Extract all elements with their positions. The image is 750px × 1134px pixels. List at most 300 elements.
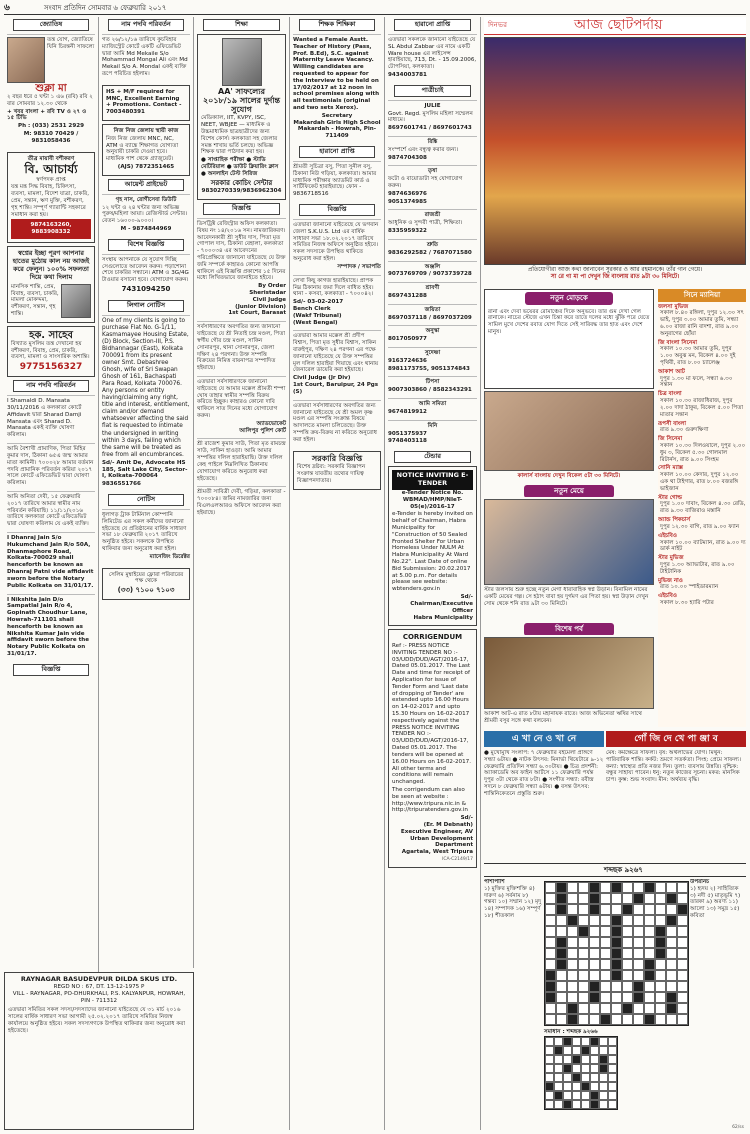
crossword-cell[interactable]	[666, 882, 677, 893]
special-phone: 7431094250	[121, 285, 171, 294]
wish-text: স্বপ্নের ইচ্ছা পূরণ আপনার হাতের মুঠোয় কাল নয় আজই করে ফেলুন। ১০০% সফলতা দিয়ে কথা দিলাম	[12, 249, 90, 281]
crossword-cell[interactable]	[578, 893, 589, 904]
crossword-cell[interactable]	[545, 937, 556, 948]
coaching-body: মেডিক্যাল, IIT, KVPY, ISC, NEET, WBJEE — মাধ্যমিক ও উচ্চমাধ্যমিক ছাত্রছাত্রীদের জন্য বিশেষ কোর্স। কলকাতা সহ জেলার সমস্ত শাখায় ভর্তি চলছে। অভিজ্ঞ শিক্ষক দ্বারা পাঠদান করা হয়।	[201, 115, 278, 156]
crossword-cell[interactable]	[622, 981, 633, 992]
solution-cell	[608, 1091, 617, 1100]
crossword-cell[interactable]	[633, 882, 644, 893]
crossword-cell[interactable]	[556, 1014, 567, 1025]
nursing-phone: M - 9874844969	[120, 226, 172, 233]
coaching-ad	[197, 34, 286, 200]
crossword-cell[interactable]	[589, 948, 600, 959]
tv-schedule: সকাল ৮.৩০ হ্যারি পটার	[660, 600, 714, 607]
crossword-cell[interactable]	[622, 970, 633, 981]
tv-listings-head: সিনে ম্যানিয়া	[658, 289, 746, 302]
crossword-cell[interactable]	[655, 915, 666, 926]
tv-channel: স্টার মুভিজ	[658, 555, 684, 562]
etender-head: NOTICE INVITING E-TENDER	[392, 470, 473, 490]
crossword-cell[interactable]	[666, 959, 677, 970]
crossword-cell[interactable]	[655, 992, 666, 1003]
crossword-cell[interactable]	[677, 882, 688, 893]
crossword-cell[interactable]	[666, 904, 677, 915]
court-notice	[197, 218, 286, 321]
crossword-cell[interactable]	[600, 948, 611, 959]
bride-phone: 8017050977	[388, 336, 427, 343]
solution-cell	[563, 1082, 572, 1091]
bride-phone: 9007303860 / 8582343291	[388, 387, 472, 394]
crossword-cell[interactable]	[622, 926, 633, 937]
crossword-cell[interactable]	[611, 970, 622, 981]
crossword-cell[interactable]	[677, 1003, 688, 1014]
affidavit-notice	[7, 395, 95, 443]
hs-job-text: HS + M/F required for MNC, Excellent Earning + Promotions. Contact - 7003480391	[106, 88, 182, 116]
client-notice	[197, 376, 286, 439]
crossword-cell[interactable]	[589, 992, 600, 1003]
district-job-ad	[102, 124, 190, 176]
crossword-cell[interactable]	[589, 970, 600, 981]
agm-body: এতদ্বারা জানানো যাইতেছে যে ভগবান জেলা S.K.U.S. Ltd এর বার্ষিক সাধারণ সভা ১৮.০২.২০১৭ তারিখে সমিতির নিজস্ব অফিসে অনুষ্ঠিত হইবে। সকল সদস্যকে উপস্থিত থাকিতে অনুরোধ করা হইল।	[293, 222, 379, 263]
crossword-cell[interactable]	[567, 882, 578, 893]
crossword-cell[interactable]	[655, 893, 666, 904]
crossword-cell[interactable]	[556, 937, 567, 948]
case-body: এতদ্বারা সর্বসাধারণের অবগতির জন্য জানানো যাইতেছে যে শ্রী অমল কৃষ্ণ মণ্ডল এর সম্পত্তি সংক্রান্ত বিষয়ে আদালতে মামলা চলিতেছে। উক্ত সম্পত্তি ক্রয়-বিক্রয় না করিতে অনুরোধ করা হইল।	[293, 402, 377, 443]
tv-schedule: রাত ৯.৩০ গুরুদক্ষিণা	[660, 427, 709, 434]
crossword-cell[interactable]	[611, 926, 622, 937]
crossword-cell[interactable]	[622, 959, 633, 970]
acharya-body: যন্ত্র মন্ত্র সিদ্ধ বিবাহ, চিকিৎসা, ব্যবসা, মামলা, বিদেশ যাত্রা, চাকরি, প্রেম, সন্তান, ঋণ মুক্তি, বশীকরণ, গৃহ শান্তি। সম্পূর্ণ গ্যারান্টি সহকারে সমাধান করা হয়।	[11, 184, 90, 218]
crossword-cell[interactable]	[655, 1014, 666, 1025]
crossword-cell[interactable]	[545, 948, 556, 959]
crossword-cell[interactable]	[611, 959, 622, 970]
crossword-cell[interactable]	[644, 992, 655, 1003]
bride-ad	[388, 347, 477, 376]
crossword-cell[interactable]	[655, 882, 666, 893]
bride-ad	[388, 376, 477, 398]
tv-channel: জি বাংলা সিনেমা	[658, 339, 698, 346]
feature-3-photo	[484, 637, 654, 709]
agm-notice	[293, 219, 381, 275]
category-heading: নাম পদবি পরিবর্তন	[108, 19, 184, 31]
crossword-cell[interactable]	[633, 992, 644, 1003]
solution-cell	[599, 1100, 608, 1109]
crossword-cell[interactable]	[644, 959, 655, 970]
crossword-cell[interactable]	[622, 1014, 633, 1025]
bride-phone: 8697037118 / 8697037209	[388, 314, 472, 321]
bride-title: অঞ্জলি	[424, 263, 441, 270]
category-heading: শিক্ষা	[203, 19, 280, 31]
legal-phone: 9836551766	[102, 481, 141, 488]
crossword-cell[interactable]	[567, 915, 578, 926]
crossword-cell[interactable]	[611, 893, 622, 904]
crossword-cell[interactable]	[600, 970, 611, 981]
warehouse-body: এতদ্বারা সকলকে জানানো যাইতেছে যে SL Abdul Zabbar এর নামে একটি Ware house এর লাইসেন্স হারাইয়াছে, 713, Dt. - 15.09.2006, টোপসিয়া, কলকাতা।	[388, 36, 477, 71]
bride-body: আধুনিক ও সুন্দরী পাত্রী, শিক্ষিতা।	[388, 220, 463, 227]
crossword-cell[interactable]	[611, 948, 622, 959]
crossword-cell[interactable]	[666, 893, 677, 904]
astro-brand: শুক্লা মা	[35, 82, 67, 94]
solution-title: সমাধান : শব্দছক ৯২৬৬	[544, 1029, 598, 1035]
crossword-cell[interactable]	[567, 926, 578, 937]
astro-phone: Ph : (033) 2531 2929	[17, 123, 85, 130]
crossword-cell[interactable]	[633, 893, 644, 904]
crossword-cell[interactable]	[578, 915, 589, 926]
category-heading: হারানো প্রাপ্তি	[394, 19, 471, 31]
ekhane-body: ● মুখোমুখি সংলাপ: ৭ ফেব্রুয়ারি বইমেলা প্রাঙ্গণে সন্ধ্যা ৬টায়। ● নাটক উৎসব: মিনার্ভা থিয়েটারে ৯-১২ ফেব্রুয়ারি প্রতিদিন সন্ধ্যা ৬.৩০টায়। ● চিত্র প্রদর্শনী: অ্যাকাডেমি অব ফাইন আর্টসে ১১ ফেব্রুয়ারি পর্যন্ত দুপুর ৩টা থেকে রাত ৮টা। ● সংগীত সন্ধ্যা: রবীন্দ্র সদনে ৮ ফেব্রুয়ারি সন্ধ্যা ৬টায়। ● বসন্ত উৎসব: শান্তিনিকেতনে প্রস্তুতি শুরু।	[484, 750, 604, 797]
crossword-cell[interactable]	[666, 970, 677, 981]
affidavit-text: I Shamaldi D. Mansata 30/11/2016 এ কলকাতা কোর্টে Affidavit দ্বারা Sharad Damji Mansata এবং Sharad D. Mansata একই ব্যক্তি ঘোষণা করিলাম।	[7, 398, 82, 439]
bride-body: সংস্পর্শে এবং বন্ধুত্ব করার জন্য।	[388, 146, 459, 153]
crossword-cell[interactable]	[567, 904, 578, 915]
crossword-cell[interactable]	[545, 959, 556, 970]
crossword-cell[interactable]	[556, 981, 567, 992]
page-title: সংবাদ প্রতিদিন সোমবার ৬ ফেব্রুয়ারি ২০১৭	[44, 4, 167, 12]
crossword-cell[interactable]	[545, 893, 556, 904]
crossword-cell[interactable]	[611, 981, 622, 992]
society-address: VILL - RAYNAGAR, PO-DHURKHALI, P.S. KALYANPUR, HOWRAH, PIN - 711312	[12, 990, 186, 1004]
society-name: RAYNAGAR BASUDEVPUR DILDA SKUS LTD.	[20, 975, 178, 983]
crossword-cell[interactable]	[556, 893, 567, 904]
crossword-cell[interactable]	[567, 981, 578, 992]
solution-cell	[599, 1055, 608, 1064]
crossword-cell[interactable]	[633, 1003, 644, 1014]
crossword-cell[interactable]	[622, 893, 633, 904]
crossword-cell[interactable]	[633, 1014, 644, 1025]
crossword-header	[484, 863, 746, 877]
haq-ad	[7, 326, 95, 377]
crossword-cell[interactable]	[655, 937, 666, 948]
bride-phone: 9051374985	[388, 198, 427, 205]
solution-cell	[554, 1037, 563, 1046]
crossword-cell[interactable]	[600, 915, 611, 926]
category-heading: নাম পদবি পরিবর্তন	[13, 380, 89, 392]
crossword-cell[interactable]	[589, 915, 600, 926]
crossword-cell[interactable]	[578, 882, 589, 893]
crossword-cell[interactable]	[677, 937, 688, 948]
crossword-cell[interactable]	[622, 937, 633, 948]
corrigendum-notice	[388, 629, 477, 867]
agm-sign: সম্পাদক / সভাপতি	[337, 263, 381, 270]
affidavit-text: I Nikshita Jain D/o Sampatlal Jain R/o 4, Gopinath Choudhur Lane, Howrah-711101 shall henceforth be known as Nikshita Kumar Jain vide affidavit sworn before the Notary Public Kolkata on 31/01/17.	[7, 596, 90, 657]
crossword-cell[interactable]	[677, 926, 688, 937]
crossword-cell[interactable]	[644, 981, 655, 992]
crossword-cell[interactable]	[556, 948, 567, 959]
crossword-cell[interactable]	[666, 981, 677, 992]
crossword-cell[interactable]	[677, 1014, 688, 1025]
crossword-cell[interactable]	[611, 915, 622, 926]
bride-title: মিনি	[427, 422, 438, 429]
crossword-cell[interactable]	[611, 992, 622, 1003]
crossword-cell[interactable]	[655, 981, 666, 992]
crossword-cell[interactable]	[600, 882, 611, 893]
bride-ad	[388, 304, 477, 326]
crossword-cells	[544, 881, 689, 1026]
crossword-cell[interactable]	[578, 1003, 589, 1014]
crossword-cell[interactable]	[677, 904, 688, 915]
tv-channel: এইচবিও	[658, 532, 678, 539]
bride-title: আমি সমিতা	[418, 401, 447, 408]
crossword-cell[interactable]	[677, 959, 688, 970]
crossword-cell[interactable]	[567, 970, 578, 981]
crossword-cell[interactable]	[545, 970, 556, 981]
crossword-cell[interactable]	[545, 981, 556, 992]
solution-cell	[608, 1037, 617, 1046]
crossword-cell[interactable]	[633, 915, 644, 926]
crossword-cell[interactable]	[633, 926, 644, 937]
crossword-cell[interactable]	[655, 959, 666, 970]
tv-channel: অ্যান্ড পিকচার্স	[658, 517, 691, 524]
crossword-cell[interactable]	[578, 1014, 589, 1025]
solution-cell	[608, 1055, 617, 1064]
solution-cell	[545, 1100, 554, 1109]
crossword-cell[interactable]	[622, 882, 633, 893]
crossword-cell[interactable]	[600, 893, 611, 904]
crossword-cell[interactable]	[600, 992, 611, 1003]
solution-cell	[608, 1100, 617, 1109]
crossword-cell[interactable]	[589, 959, 600, 970]
crossword-cell[interactable]	[611, 1003, 622, 1014]
crossword-cell[interactable]	[677, 970, 688, 981]
astro-name: তন্ত্র যোগ, জ্যোতিষে যিনি চিরন্তনী সাফল্যে	[47, 36, 95, 50]
bride-ad	[388, 100, 477, 136]
crossword-cell[interactable]	[655, 948, 666, 959]
crossword-cell[interactable]	[589, 904, 600, 915]
crossword-cell[interactable]	[644, 915, 655, 926]
solution-cell	[545, 1082, 554, 1091]
solution-cell	[581, 1046, 590, 1055]
crossword-cell[interactable]	[655, 1003, 666, 1014]
crossword-cell[interactable]	[644, 1014, 655, 1025]
crossword-cell[interactable]	[633, 959, 644, 970]
solution-cell	[554, 1046, 563, 1055]
bride-title: রিঙ্কি	[427, 138, 438, 145]
crossword-cell[interactable]	[589, 926, 600, 937]
crossword-cell[interactable]	[677, 992, 688, 1003]
lost-body: শ্রীমতী সুচিত্রা বসু, পিতা সুনীল বসু, ঠিকানা নিউ গড়িয়া, কলকাতা। আমার মাধ্যমিক পরীক্ষার অ্যাডমিট কার্ড ও সার্টিফিকেট হারাইয়াছে। ফোন - 9836718516	[293, 164, 377, 198]
crossword-cell[interactable]	[578, 992, 589, 1003]
crossword-cell[interactable]	[666, 937, 677, 948]
crossword-cell[interactable]	[677, 948, 688, 959]
hero-show: সা রে গা মা পা দেখুন জি বাংলায় রাত ৯টা ৩০ মিনিটে।	[550, 274, 680, 281]
crossword-cell[interactable]	[600, 1014, 611, 1025]
deed-notice	[293, 330, 381, 399]
crossword-cell[interactable]	[556, 959, 567, 970]
crossword-cell[interactable]	[666, 1003, 677, 1014]
special-body: সংস্থায় আপনাকে যে সুযোগ দিচ্ছি সেগুলোতে আবেদন করুন। পড়াশোনা শেষে চাকরির সন্ধানে। ATM ও 3G/4G টাওয়ার বসানো হবে। যোগাযোগ করুন।	[102, 256, 189, 284]
crossword-cell[interactable]	[600, 937, 611, 948]
solution-cell	[581, 1100, 590, 1109]
category-heading: বিজ্ঞপ্তি	[203, 203, 280, 215]
crossword-cell[interactable]	[666, 926, 677, 937]
bride-phone: 9874704308	[388, 154, 427, 161]
feature-2-photo	[484, 499, 654, 585]
tv-listings	[658, 289, 746, 727]
wish-ad	[7, 246, 95, 323]
crossword-cell[interactable]	[556, 915, 567, 926]
crossword-cell[interactable]	[633, 981, 644, 992]
crossword-cell[interactable]	[545, 992, 556, 1003]
crossword-cell[interactable]	[677, 981, 688, 992]
crossword-cell[interactable]	[666, 948, 677, 959]
crossword-cell[interactable]	[633, 948, 644, 959]
crossword-cell[interactable]	[600, 959, 611, 970]
affidavit-notice	[7, 443, 95, 491]
crossword-cell[interactable]	[666, 992, 677, 1003]
crossword-cell[interactable]	[589, 981, 600, 992]
crossword-cell[interactable]	[622, 904, 633, 915]
bride-phone: 8697601741 / 8697601743	[388, 125, 472, 132]
crossword-cell[interactable]	[633, 937, 644, 948]
crossword-cell[interactable]	[600, 904, 611, 915]
crossword-cell[interactable]	[644, 893, 655, 904]
solution-cell	[554, 1073, 563, 1082]
bride-phone: 8697431288	[388, 292, 427, 299]
crossword-cell[interactable]	[567, 893, 578, 904]
corrigendum-code: ICA-C2149/17	[442, 857, 473, 863]
crossword-cell[interactable]	[578, 948, 589, 959]
bride-title: শ্রুতি	[426, 241, 439, 248]
crossword-cell[interactable]	[556, 926, 567, 937]
crossword-cell[interactable]	[633, 970, 644, 981]
crossword-cell[interactable]	[578, 981, 589, 992]
civil-sign: Civil Judge (Jr Div) 1st Court, Baruipur, 24 Pgs (S)	[293, 375, 379, 395]
crossword-cell[interactable]	[677, 893, 688, 904]
bride-ad	[388, 420, 477, 449]
legal-notice	[102, 315, 190, 493]
crossword-cell[interactable]	[600, 1003, 611, 1014]
solution-cell	[599, 1037, 608, 1046]
solution-cell	[581, 1082, 590, 1091]
crossword-cell[interactable]	[611, 904, 622, 915]
crossword-cell[interactable]	[578, 970, 589, 981]
crossword-cell[interactable]	[589, 1003, 600, 1014]
tv-section	[484, 17, 746, 1130]
solution-cell	[563, 1091, 572, 1100]
down-head: উপরনিচ	[690, 879, 710, 885]
category-heading: আয়েন্ট প্রাইভেট	[108, 179, 184, 191]
hero-caption	[484, 267, 746, 281]
column-3	[194, 17, 290, 1130]
lost-deed-notice	[197, 438, 286, 486]
crossword-cell[interactable]	[644, 970, 655, 981]
crossword-cell[interactable]	[545, 926, 556, 937]
crossword-cell[interactable]	[578, 926, 589, 937]
astro-mobile: M: 98310 70429 / 9831058436	[23, 130, 79, 144]
crossword-cell[interactable]	[644, 948, 655, 959]
crossword-cell[interactable]	[655, 970, 666, 981]
boxed-phone: (৩৩) ৭১০০ ৭১০৩	[117, 586, 175, 595]
crossword-cell[interactable]	[567, 937, 578, 948]
bride-ad	[388, 239, 477, 261]
crossword-cell[interactable]	[578, 959, 589, 970]
crossword-cell[interactable]	[600, 926, 611, 937]
feature-2-head: নতুন মেয়ে	[524, 485, 614, 497]
solution-cell	[608, 1073, 617, 1082]
crossword-cell[interactable]	[556, 1003, 567, 1014]
solution-cell	[545, 1037, 554, 1046]
crossword-cell[interactable]	[556, 992, 567, 1003]
crossword-cell[interactable]	[567, 948, 578, 959]
crossword-cell[interactable]	[677, 915, 688, 926]
warehouse-phone: 9434003781	[388, 71, 427, 78]
crossword-cell[interactable]	[556, 970, 567, 981]
job-title: নিজ নিজ জেলায় স্থায়ী কাজ	[113, 128, 179, 135]
crossword-cell[interactable]	[545, 1014, 556, 1025]
solution-cell	[599, 1064, 608, 1073]
column-2	[99, 17, 194, 968]
affidavit-notice	[7, 491, 95, 532]
bride-ad	[388, 398, 477, 420]
affidavit-text: আমি বৈশাখী প্রামাণিক, পিতা মিহির কুমার দাস, ঠিকানা ৬৫এ জন্ম আমার মাতা কামিনী। ৭০০০২৮ আমার বর্তমান পদবি প্রামানিক পরিবর্তন করিয়া ২০১৭ সালে কোর্টে এফিডেভিট দ্বারা ঘোষণা করিলাম।	[7, 446, 94, 487]
name-change-text: গত ২৬/১২/১৬ তারিখে কুচবিহার ম্যাজিস্ট্রেট কোর্টে একটি এফিডেভিট দ্বারা আমি Md Mekaile S/o Mohammad Mongal Ali এবং Md Mekail S/o A. Mondal একই ব্যক্তি রূপে পরিচিত হইলাম।	[102, 36, 188, 77]
crossword-cell[interactable]	[644, 904, 655, 915]
crossword-cell[interactable]	[622, 992, 633, 1003]
crossword-cell[interactable]	[545, 915, 556, 926]
corrigendum-sign: Sd/- (Er. M Debnath) Executive Engineer, AV Urban Development Department Agartala, West Tripura	[400, 815, 473, 856]
crossword-cell[interactable]	[611, 882, 622, 893]
crossword-cell[interactable]	[578, 904, 589, 915]
crossword-cell[interactable]	[644, 1003, 655, 1014]
bride-title: জয়িতা	[424, 306, 441, 313]
category-heading: বিজ্ঞপ্তি	[299, 204, 375, 216]
crossword-cell[interactable]	[622, 1003, 633, 1014]
crossword-cell[interactable]	[545, 904, 556, 915]
crossword-cell[interactable]	[666, 1014, 677, 1025]
crossword-cell[interactable]	[567, 992, 578, 1003]
crossword-cell[interactable]	[589, 893, 600, 904]
crossword-cell[interactable]	[655, 926, 666, 937]
bride-phone: 9051375937	[388, 430, 427, 437]
crossword-cell[interactable]	[589, 937, 600, 948]
crossword-cell[interactable]	[611, 1014, 622, 1025]
crossword-cell[interactable]	[578, 937, 589, 948]
crossword-cell[interactable]	[545, 882, 556, 893]
case-notice	[293, 400, 381, 448]
crossword-cell[interactable]	[633, 904, 644, 915]
acharya-headline: তীব্র মায়াবী বশীকরণ	[27, 155, 75, 162]
crossword-cell[interactable]	[644, 937, 655, 948]
bride-title: রাজশ্রী	[424, 212, 441, 219]
crossword-cell[interactable]	[622, 915, 633, 926]
solution-cell	[608, 1064, 617, 1073]
crossword-cell[interactable]	[611, 937, 622, 948]
page-header	[4, 2, 746, 15]
solution-cells	[544, 1036, 618, 1110]
crossword-cell[interactable]	[666, 915, 677, 926]
crossword-cell[interactable]	[556, 882, 567, 893]
affidavit-text: আমি অনিতা দেবী, ১৫ ফেব্রুয়ারি ২০১৭ তারিখে আমার স্বামীর নাম পরিবর্তন করিয়াছি। ১১/১১/২০১৬ তারিখে কলকাতা কোর্টে এফিডেভিট দ্বারা ঘোষণা করিলাম যে একই ব্যক্তি।	[7, 493, 89, 528]
solution-cell	[563, 1046, 572, 1055]
crossword-cell[interactable]	[644, 926, 655, 937]
bride-ad	[388, 209, 477, 238]
crossword-cell[interactable]	[600, 981, 611, 992]
teacher-body: Wanted a Female Asstt. Teacher of History (Pass, Prof. B.Ed), S.C. against Maternity Leave Vacancy. Willing candidates are requested to appear for the Interview to be held on 17/02/2017 at 12 noon in school premises along with all testimonials (original and two sets Xerox).	[293, 36, 380, 112]
crossword-cell[interactable]	[545, 1003, 556, 1014]
crossword-cell[interactable]	[567, 959, 578, 970]
job-phone: (AJS) 7872351465	[117, 164, 175, 171]
crossword-cell[interactable]	[567, 1003, 578, 1014]
solution-cell	[590, 1082, 599, 1091]
crossword-cell[interactable]	[567, 1014, 578, 1025]
crossword-cell[interactable]	[589, 1014, 600, 1025]
crossword-cell[interactable]	[622, 948, 633, 959]
crossword-cell[interactable]	[644, 882, 655, 893]
crossword-cell[interactable]	[589, 882, 600, 893]
crossword-cell[interactable]	[556, 904, 567, 915]
bride-phone: 9836292582 / 7687071580	[388, 249, 472, 256]
solution-cell	[545, 1055, 554, 1064]
crossword-cell[interactable]	[655, 904, 666, 915]
bride-title: সুদেষ্ণা	[424, 350, 441, 357]
